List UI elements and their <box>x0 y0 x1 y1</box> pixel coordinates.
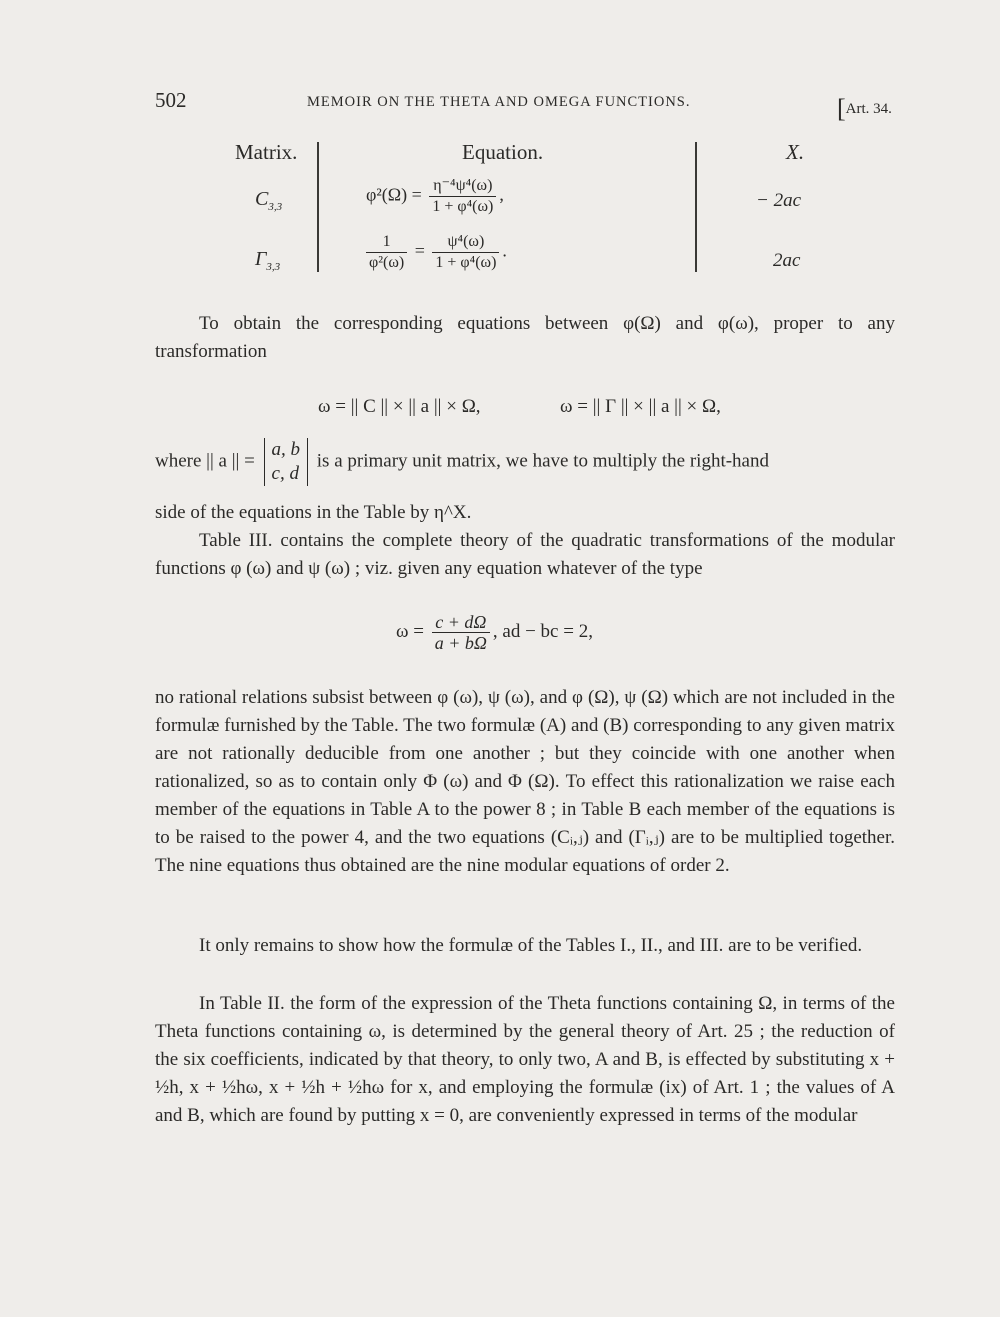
equation-punct: , <box>499 184 504 205</box>
article-reference: [Art. 34. <box>837 94 892 123</box>
matrix-row-1: a, b <box>271 439 301 460</box>
paragraph-1 <box>155 310 895 366</box>
running-header <box>155 86 900 123</box>
table-row-2-matrix <box>255 248 280 273</box>
fraction-numerator: η⁻⁴ψ⁴(ω) <box>429 176 496 197</box>
page-number: 502 <box>155 88 187 112</box>
matrix-subscript: 3,3 <box>268 201 283 213</box>
paragraph-4: no rational relations subsist between φ (ω), ψ (ω), and φ (Ω), ψ (Ω) which are not included in the formulæ furnished by the Table. The two formulæ (A) and (B) corresponding to any given matrix are not rationally deducible from one another ; but they coincide with one another when rationalized, so as to contain only Φ (ω) and Φ (Ω). To effect this rationalization we raise each member of the equations in Table A to the power 8 ; in Table B each member of the equations is to be raised to the power 4, and the two equations (Cᵢ,ⱼ) and (Γᵢ,ⱼ) are to be multiplied together. The nine equations thus obtained are the nine modular equations of order 2. <box>155 687 895 876</box>
table-row-1-matrix <box>255 188 282 213</box>
equation-rhs: , ad − bc = 2, <box>492 620 593 642</box>
where-prefix: where || a || = <box>155 450 255 472</box>
equation-fraction <box>429 176 496 217</box>
table-row-2-equation <box>363 232 507 273</box>
paragraph-2: side of the equations in the Table by η^X. <box>155 502 472 523</box>
table-row-1-equation <box>366 176 504 217</box>
fraction-denominator: φ²(ω) <box>369 254 405 271</box>
fraction-numerator: c + dΩ <box>432 612 490 633</box>
where-suffix: is a primary unit matrix, we have to multiply the right-hand <box>316 450 769 472</box>
col-header-matrix: Matrix. <box>235 140 298 164</box>
table-row-2-x: 2ac <box>773 250 801 271</box>
matrix-subscript: 3,3 <box>266 261 281 273</box>
fraction-denominator: a + bΩ <box>434 633 487 653</box>
equation-omega-c: ω = || C || × || a || × Ω, <box>318 396 481 417</box>
matrix-symbol: Γ <box>255 248 267 270</box>
paragraph-1-text: To obtain the corresponding equations between φ(Ω) and φ(ω), proper to any transformation <box>155 313 895 362</box>
running-title: MEMOIR ON THE THETA AND OMEGA FUNCTIONS. <box>307 94 691 110</box>
unit-matrix <box>264 438 309 486</box>
paragraph-6-text: In Table II. the form of the expression of the Theta functions containing Ω, in terms of the Theta functions containing ω, is determined by the general theory of Art. 25 ; the reduction of the six coefficients, indicated by that theory, to only two, A and B, is effected by substituting x + ½h, x + ½hω, x + ½h + ½hω for x, and employing the formulæ (ix) of Art. 1 ; the values of A and B, which are found by putting x = 0, are conveniently expressed in terms of the modular <box>155 993 895 1126</box>
fraction-denominator: 1 + φ⁴(ω) <box>435 254 497 271</box>
transformation-table <box>200 138 850 293</box>
where-line <box>155 438 900 486</box>
matrix-row-2: c, d <box>271 463 299 484</box>
paragraph-3-text: Table III. contains the complete theory of the quadratic transformations of the modular functions φ (ω) and ψ (ω) ; viz. given any equation whatever of the type <box>155 530 895 579</box>
article-reference-text: Art. 34. <box>845 101 892 117</box>
matrix-symbol: C <box>255 188 269 210</box>
table-divider-right <box>695 142 697 272</box>
paragraph-3 <box>155 527 895 583</box>
paragraph-6 <box>155 990 895 1130</box>
paragraph-5 <box>155 932 895 960</box>
equation-fraction <box>432 232 499 273</box>
fraction-numerator: 1 <box>366 232 407 253</box>
fraction-numerator: ψ⁴(ω) <box>432 232 499 253</box>
equation-lhs: ω = <box>396 620 424 642</box>
equation-fraction <box>432 612 490 653</box>
equation-lhs-fraction <box>366 232 407 273</box>
fraction-denominator: 1 + φ⁴(ω) <box>432 198 494 215</box>
equation-punct: . <box>502 240 507 261</box>
col-header-x: X. <box>786 140 805 164</box>
equation-omega-gamma: ω = || Γ || × || a || × Ω, <box>560 396 721 417</box>
table-row-1-x: − 2ac <box>756 190 802 211</box>
equation-lhs: φ²(Ω) = <box>366 184 422 205</box>
equals-sign: = <box>414 240 425 261</box>
col-header-equation: Equation. <box>462 140 544 164</box>
table-divider-left <box>317 142 319 272</box>
paragraph-5-text: It only remains to show how the formulæ of the Tables I., II., and III. are to be verified. <box>199 935 863 956</box>
equation-omega-fraction <box>396 612 593 653</box>
